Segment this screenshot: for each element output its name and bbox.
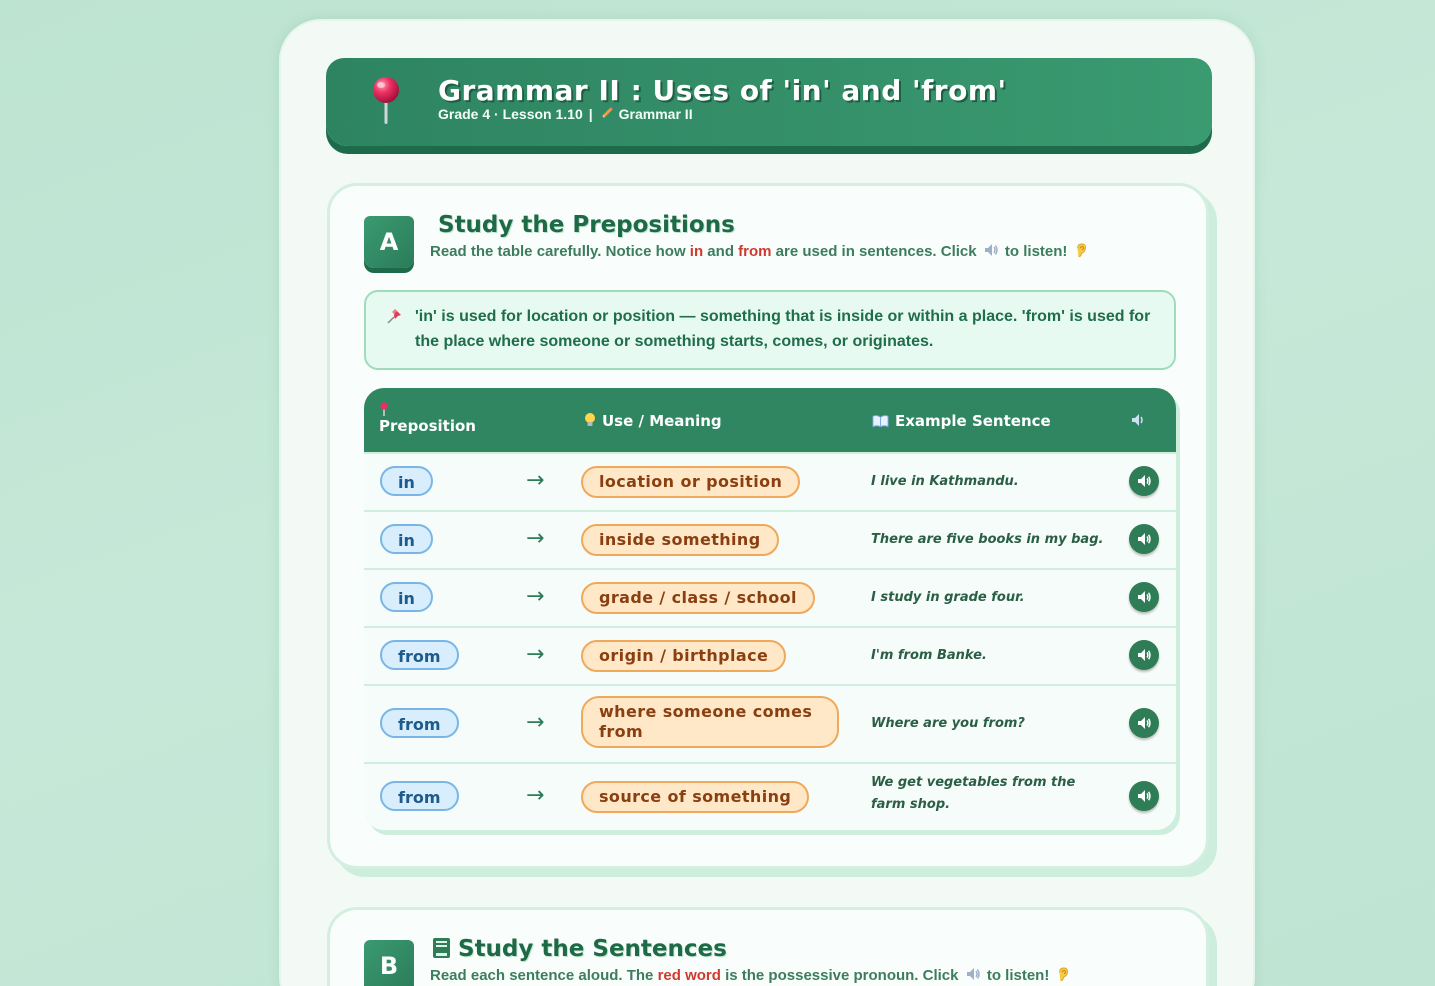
meaning-pill: where someone comes from bbox=[581, 696, 839, 748]
lesson-page bbox=[279, 19, 1255, 986]
right-arrow-icon: → bbox=[526, 642, 545, 667]
meaning-pill: origin / birthplace bbox=[581, 640, 786, 672]
info-note bbox=[364, 290, 1176, 370]
column-header-audio bbox=[1130, 412, 1152, 430]
table-row bbox=[364, 626, 1176, 684]
section-title-text: Study the Sentences bbox=[458, 936, 727, 962]
speaker-icon bbox=[965, 966, 981, 982]
table-body bbox=[364, 452, 1176, 830]
pencil-icon bbox=[599, 105, 615, 121]
instruction-text: to listen! bbox=[1000, 243, 1072, 260]
meaning-pill: inside something bbox=[581, 524, 779, 556]
column-header-preposition bbox=[379, 402, 476, 436]
right-arrow-icon: → bbox=[526, 468, 545, 493]
instruction-text: to listen! bbox=[982, 967, 1054, 984]
play-audio-button[interactable] bbox=[1129, 466, 1159, 496]
right-arrow-icon: → bbox=[526, 526, 545, 551]
play-audio-button[interactable] bbox=[1129, 781, 1159, 811]
section-title bbox=[430, 936, 727, 962]
speaker-icon bbox=[1130, 412, 1146, 428]
ear-icon bbox=[1074, 242, 1088, 258]
prepositions-table bbox=[364, 388, 1176, 830]
example-sentence: Where are you from? bbox=[871, 716, 1025, 731]
book-icon bbox=[432, 937, 452, 959]
example-sentence: I study in grade four. bbox=[871, 590, 1025, 605]
highlight-word-in: in bbox=[689, 243, 704, 260]
section-study-sentences bbox=[327, 907, 1209, 986]
section-instructions bbox=[430, 242, 1090, 260]
column-header-label: Use / Meaning bbox=[602, 412, 722, 430]
pushpin-icon bbox=[366, 76, 406, 126]
right-arrow-icon: → bbox=[526, 783, 545, 808]
lesson-subtitle bbox=[438, 105, 693, 122]
table-row bbox=[364, 568, 1176, 626]
pushpin-icon bbox=[386, 308, 402, 324]
example-sentence: There are five books in my bag. bbox=[871, 532, 1104, 547]
table-row bbox=[364, 762, 1176, 830]
speaker-icon bbox=[983, 242, 999, 258]
table-row bbox=[364, 452, 1176, 510]
table-header bbox=[364, 388, 1176, 452]
note-text: 'in' is used for location or position — something that is inside or within a place. 'from' is used for the place where someone or something starts, comes, or originates. bbox=[415, 308, 1151, 350]
speaker-icon bbox=[1136, 715, 1152, 731]
instruction-text: Read each sentence aloud. The bbox=[430, 967, 658, 984]
play-audio-button[interactable] bbox=[1129, 708, 1159, 738]
section-letter-badge: B bbox=[364, 940, 414, 986]
play-audio-button[interactable] bbox=[1129, 640, 1159, 670]
section-study-prepositions bbox=[327, 183, 1209, 869]
ear-icon bbox=[1056, 966, 1070, 982]
preposition-pill: from bbox=[380, 640, 459, 670]
table-row bbox=[364, 684, 1176, 762]
preposition-pill: from bbox=[380, 781, 459, 811]
section-title: Study the Prepositions bbox=[438, 212, 735, 238]
speaker-icon bbox=[1136, 531, 1152, 547]
round-pushpin-icon bbox=[379, 402, 389, 416]
preposition-pill: in bbox=[380, 582, 433, 612]
section-instructions bbox=[430, 966, 1072, 984]
preposition-pill: in bbox=[380, 466, 433, 496]
light-bulb-icon bbox=[584, 412, 596, 428]
section-letter-badge: A bbox=[364, 216, 414, 268]
example-sentence: I'm from Banke. bbox=[871, 648, 987, 663]
page-title: Grammar II : Uses of 'in' and 'from' bbox=[438, 74, 1007, 107]
column-header-use bbox=[584, 412, 722, 430]
right-arrow-icon: → bbox=[526, 710, 545, 735]
right-arrow-icon: → bbox=[526, 584, 545, 609]
grade-lesson-label: Grade 4 · Lesson 1.10 bbox=[438, 106, 583, 122]
speaker-icon bbox=[1136, 589, 1152, 605]
preposition-pill: in bbox=[380, 524, 433, 554]
highlight-red-word: red word bbox=[657, 967, 721, 984]
subtitle-separator: | bbox=[588, 106, 593, 122]
example-sentence: We get vegetables from the farm shop. bbox=[871, 775, 1076, 812]
topic-label: Grammar II bbox=[618, 106, 693, 122]
example-sentence: I live in Kathmandu. bbox=[871, 474, 1019, 489]
column-header-label: Preposition bbox=[379, 417, 476, 435]
speaker-icon bbox=[1136, 647, 1152, 663]
preposition-pill: from bbox=[380, 708, 459, 738]
speaker-icon bbox=[1136, 788, 1152, 804]
column-header-example bbox=[872, 412, 1051, 430]
instruction-text: and bbox=[703, 243, 739, 260]
open-book-icon bbox=[872, 414, 889, 428]
column-header-label: Example Sentence bbox=[895, 412, 1051, 430]
meaning-pill: source of something bbox=[581, 781, 809, 813]
lesson-header bbox=[326, 58, 1212, 146]
instruction-text: are used in sentences. Click bbox=[771, 243, 981, 260]
instruction-text: Read the table carefully. Notice how bbox=[430, 243, 690, 260]
table-row bbox=[364, 510, 1176, 568]
meaning-pill: location or position bbox=[581, 466, 800, 498]
meaning-pill: grade / class / school bbox=[581, 582, 815, 614]
play-audio-button[interactable] bbox=[1129, 524, 1159, 554]
play-audio-button[interactable] bbox=[1129, 582, 1159, 612]
instruction-text: is the possessive pronoun. Click bbox=[720, 967, 963, 984]
highlight-word-from: from bbox=[738, 243, 772, 260]
speaker-icon bbox=[1136, 473, 1152, 489]
